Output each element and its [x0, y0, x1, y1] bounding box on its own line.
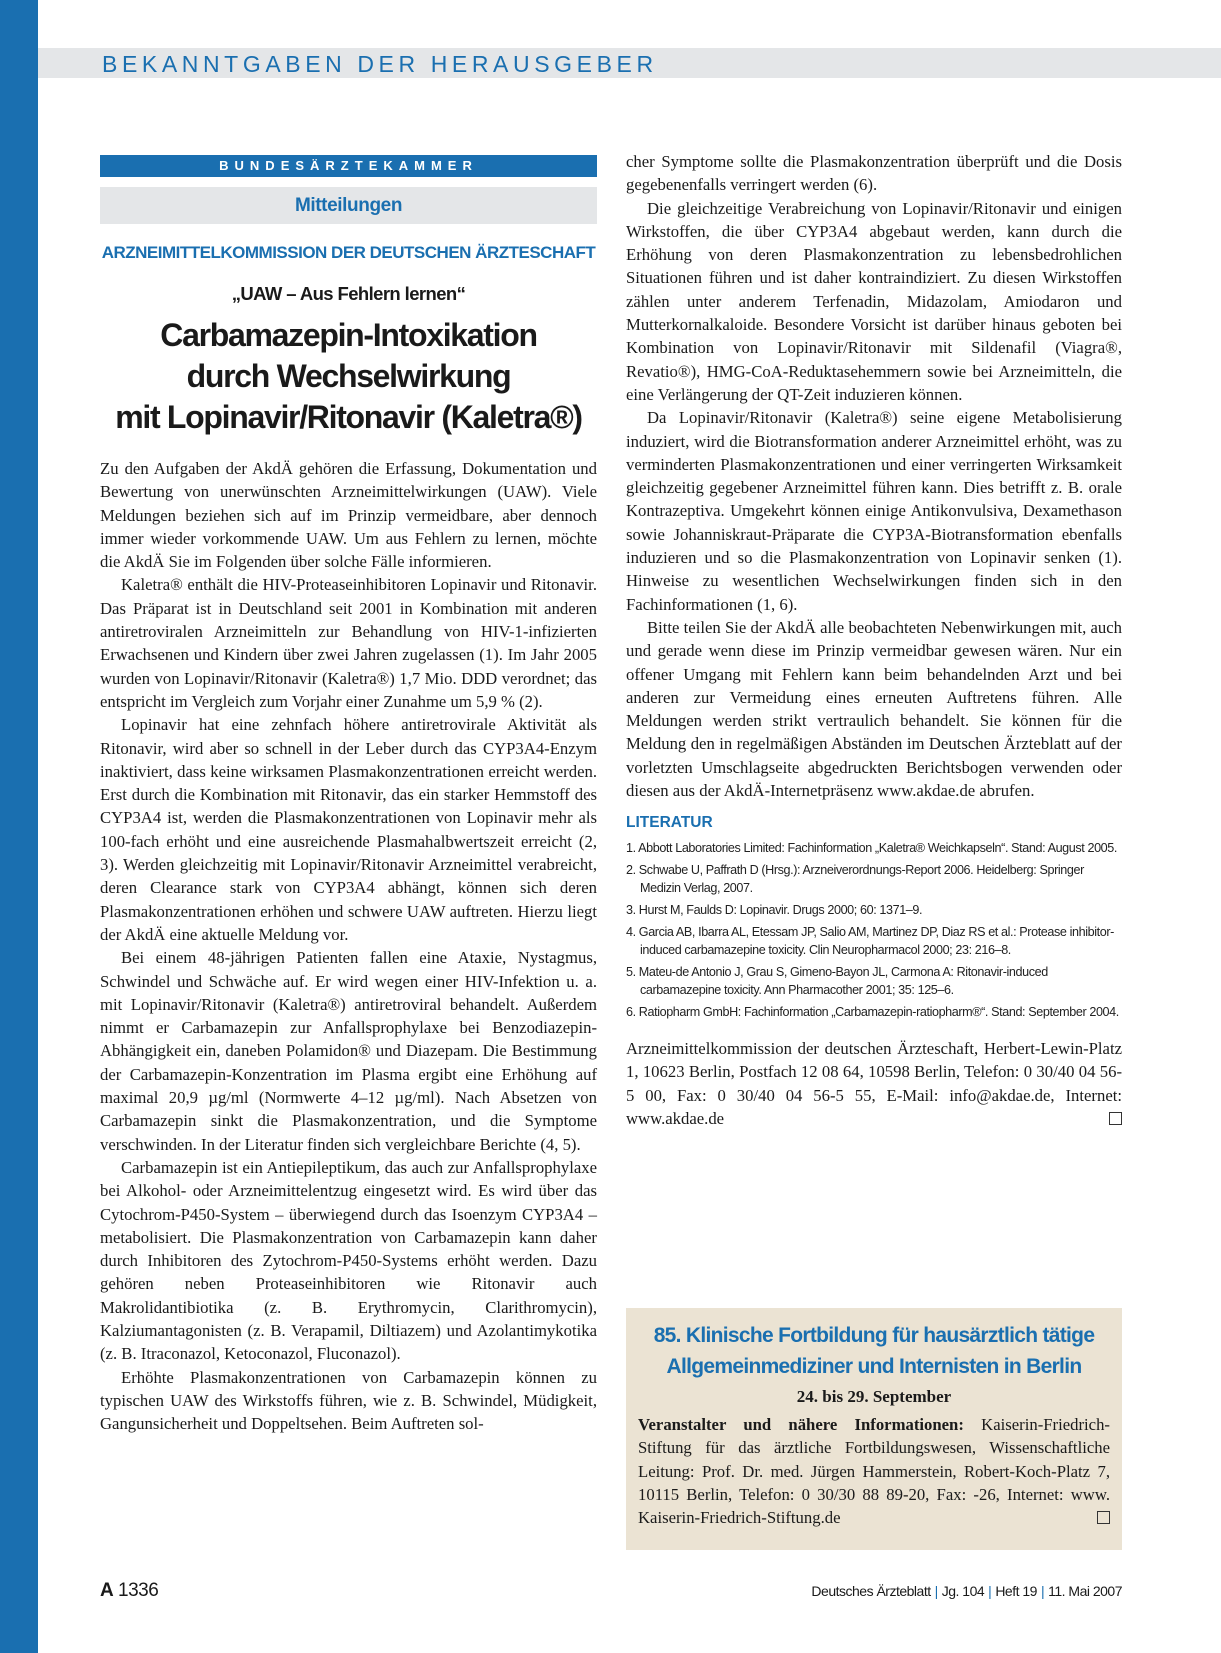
- paragraph: Lopinavir hat eine zehnfach höhere antiretrovirale Aktivität als Ritonavir, wird aber so schnell in der Leber durch das CYP3A4-Enzym inaktiviert, dass keine wirksamen Plasmakonzentrationen erreicht werden. Erst durch die Kombination mit Ritonavir, das ein starker Hemmstoff des CYP3A4 ist, werden die Plasmakonzentrationen von Lopinavir mehr als 100-fach erhöht und eine ausreichende Plasmahalbwertszeit erreicht (2, 3). Werden gleichzeitig mit Lopinavir/Ritonavir Arzneimittel verabreicht, deren Clearance stark von CYP3A4 abhängt, können sich deren Plasmakonzentrationen erhöhen und schwere UAW auftreten. Hierzu liegt der AkdÄ eine aktuelle Meldung vor.: [100, 715, 597, 944]
- paragraph: cher Symptome sollte die Plasmakonzentration überprüft und die Dosis gegebenenfalls verringert werden (6).: [626, 152, 1122, 195]
- literature-item: 5. Mateu-de Antonio J, Grau S, Gimeno-Bayon JL, Carmona A: Ritonavir-induced carbamazepine toxicity. Ann Pharmacother 2001; 35: 125–6.: [626, 964, 1048, 998]
- event-details: [638, 1413, 1110, 1529]
- contact-text: Arzneimittelkommission der deutschen Ärzteschaft, Herbert-Lewin-Platz 1, 10623 Berlin, Postfach 12 08 64, 10598 Berlin, Telefon: 0 30/40 04 56-5 00, Fax: 0 30/40 04 56-5 55, E-Mail: info@akdae.de, Internet: www.akdae.de: [626, 1039, 1122, 1128]
- journal-name: Deutsches Ärzteblatt: [811, 1583, 931, 1599]
- category-label: Mitteilungen: [100, 187, 597, 224]
- page-number: [100, 1580, 158, 1602]
- article-title-line-1: Carbamazepin-Intoxikation: [160, 317, 537, 353]
- series-title: „UAW – Aus Fehlern lernen“: [231, 283, 466, 304]
- article-body-right: [626, 150, 1122, 802]
- article-title: [100, 315, 597, 438]
- end-of-box-mark: [1097, 1511, 1110, 1524]
- right-column: [626, 150, 1122, 1130]
- literature-item: 1. Abbott Laboratories Limited: Fachinformation „Kaletra® Weichkapseln“. Stand: August 2005.: [626, 841, 1117, 856]
- section-header: BEKANNTGABEN DER HERAUSGEBER: [102, 51, 658, 77]
- paragraph: Zu den Aufgaben der AkdÄ gehören die Erfassung, Dokumentation und Bewertung von unerwünschten Arzneimittelwirkungen (UAW). Viele Meldungen beziehen sich auf im Prinzip vermeidbare, aber dennoch immer wieder vorkommende UAW. Um aus Fehlern zu lernen, möchte die AkdÄ Sie im Folgenden über solche Fälle informieren.: [100, 459, 597, 572]
- publication-info: [811, 1583, 1122, 1599]
- volume: Jg. 104: [941, 1583, 985, 1599]
- event-title-line-2: Allgemeinmediziner und Internisten in Berlin: [666, 1355, 1082, 1378]
- page-prefix: A: [100, 1580, 114, 1601]
- commission-heading: ARZNEIMITTELKOMMISSION DER DEUTSCHEN ÄRZTESCHAFT: [101, 243, 596, 262]
- literature-item: 6. Ratiopharm GmbH: Fachinformation „Carbamazepin-ratiopharm®“. Stand: September 2004.: [626, 1004, 1119, 1019]
- event-dates: 24. bis 29. September: [796, 1387, 952, 1406]
- literature-heading: LITERATUR: [626, 814, 713, 832]
- issue-date: 11. Mai 2007: [1048, 1583, 1122, 1599]
- paragraph: Da Lopinavir/Ritonavir (Kaletra®) seine eigene Metabolisierung induziert, wird die Biotransformation anderer Arzneimittel erhöht, was zu verminderten Plasmakonzentrationen und einer verringerten Wirksamkeit gleichzeitig gegebener Arzneimittel führen kann. Dies betrifft z. B. orale Kontrazeptiva. Umgekehrt können einige Antikonvulsiva, Dexamethason sowie Johanniskraut-Präparate die CYP3A-Biotransformation ebenfalls induzieren und so die Plasmakonzentration von Lopinavir senken (1). Hinweise zu wesentlichen Wechselwirkungen finden sich in den Fachinformationen (1, 6).: [626, 408, 1122, 614]
- paragraph: Kaletra® enthält die HIV-Proteaseinhibitoren Lopinavir und Ritonavir. Das Präparat ist in Deutschland seit 2001 in Kombination mit anderen antiretroviralen Arzneimitteln zur Behandlung von HIV-1-infizierten Erwachsenen und Kindern über zwei Jahren zugelassen (1). Im Jahr 2005 wurden von Lopinavir/Ritonavir (Kaletra®) 1,7 Mio. DDD verordnet; das entspricht im Vergleich zum Vorjahr einer Zunahme um 5,9 % (2).: [100, 575, 597, 711]
- paragraph: Bitte teilen Sie der AkdÄ alle beobachteten Nebenwirkungen mit, auch und gerade wenn diese im Prinzip vermeidbar gewesen wären. Nur ein offener Umgang mit Fehlern kann beim behandelnden Arzt und bei anderen zur Vermeidung eines erneuten Auftretens führen. Alle Meldungen werden strikt vertraulich behandelt. Sie können für die Meldung den in regelmäßigen Abständen im Deutschen Ärzteblatt auf der vorletzten Umschlagseite abgedruckten Berichtsbogen verwenden oder diesen aus der AkdÄ-Internetpräsenz www.akdae.de abrufen.: [626, 617, 1122, 801]
- literature-list: [626, 839, 1122, 1021]
- event-announcement-box: [626, 1308, 1122, 1550]
- separator: |: [934, 1583, 938, 1599]
- paragraph: Die gleichzeitige Verabreichung von Lopinavir/Ritonavir und einigen Wirkstoffen, die über CYP3A4 abgebaut werden, kann durch die Erhöhung von deren Plasmakonzentration zu lebensbedrohlichen Situationen führen und ist daher kontraindiziert. Zu diesen Wirkstoffen zählen unter anderem Terfenadin, Midazolam, Amiodaron und Mutterkornalkaloide. Besondere Vorsicht ist darüber hinaus geboten bei Kombination von Lopinavir/Ritonavir mit Sildenafil (Viagra®, Revatio®), HMG-CoA-Reduktasehemmern sowie bei Arzneimitteln, die eine Verlängerung der QT-Zeit induzieren können.: [626, 198, 1122, 404]
- paragraph: Erhöhte Plasmakonzentrationen von Carbamazepin können zu typischen UAW des Wirkstoffs führen, wie z. B. Schwindel, Müdigkeit, Gangunsicherheit und Doppeltsehen. Beim Auftreten sol-: [100, 1367, 597, 1434]
- left-column: [100, 155, 597, 1435]
- event-details-text: Kaiserin-Friedrich-Stiftung für das ärztliche Fortbildungswesen, Wissenschaftliche Leitung: Prof. Dr. med. Jürgen Hammerstein, Robert-Koch-Platz 7, 10115 Berlin, Telefon: 0 30/30 88 89-20, Fax: -26, Internet: www. Kaiserin-Friedrich-Stiftung.de: [638, 1415, 1110, 1528]
- organization-bar: BUNDESÄRZTEKAMMER: [100, 155, 597, 177]
- page-number-value: 1336: [118, 1580, 159, 1601]
- paragraph: Carbamazepin ist ein Antiepileptikum, das auch zur Anfallsprophylaxe bei Alkohol- oder Arzneimittelentzug eingesetzt wird. Es wird über das Cytochrom-P450-System – überwiegend durch das Isoenzym CYP3A4 – metabolisiert. Die Plasmakonzentration von Carbamazepin kann daher durch Inhibitoren des Zytochrom-P450-Systems erhöht werden. Dazu gehören neben Proteaseinhibitoren wie Ritonavir auch Makrolidantibiotika (z. B. Erythromycin, Clarithromycin), Kalziumantagonisten (z. B. Verapamil, Diltiazem) und Azolantimykotika (z. B. Itraconazol, Ketoconazol, Fluconazol).: [100, 1157, 597, 1364]
- left-accent-bar: [0, 0, 38, 1653]
- paragraph: Bei einem 48-jährigen Patienten fallen eine Ataxie, Nystagmus, Schwindel und Schwäche auf. Er wird wegen einer HIV-Infektion u. a. mit Lopinavir/Ritonavir (Kaletra®) antiretroviral behandelt. Außerdem nimmt er Carbamazepin zur Anfallsprophylaxe bei Benzodiazepin-Abhängigkeit ein, daneben Polamidon® und Diazepam. Die Bestimmung der Carbamazepin-Konzentration im Plasma ergibt eine Erhöhung auf maximal 20,9 µg/ml (Normwerte 4–12 µg/ml). Nach Absetzen von Carbamazepin sinkt die Plasmakonzentration, und die Symptome verschwinden. In der Literatur finden sich vergleichbare Berichte (4, 5).: [100, 948, 597, 1154]
- event-title-line-1: 85. Klinische Fortbildung für hausärztlich tätige: [653, 1324, 1095, 1347]
- literature-item: 4. Garcia AB, Ibarra AL, Etessam JP, Salio AM, Martinez DP, Diaz RS et al.: Protease inhibitor-induced carbamazepine toxicity. Clin Neuropharmacol 2000; 23: 216–8.: [626, 924, 1114, 958]
- article-title-line-2: durch Wechselwirkung: [186, 358, 511, 394]
- issue: Heft 19: [995, 1583, 1037, 1599]
- article-body-left: [100, 457, 597, 1435]
- separator: |: [988, 1583, 992, 1599]
- separator: |: [1040, 1583, 1045, 1599]
- event-title: [638, 1320, 1110, 1382]
- literature-item: 3. Hurst M, Faulds D: Lopinavir. Drugs 2000; 60: 1371–9.: [626, 903, 923, 918]
- end-of-article-mark: [1109, 1112, 1122, 1125]
- contact-block: [626, 1037, 1122, 1130]
- event-details-lead: Veranstalter und nähere Informationen:: [638, 1415, 964, 1434]
- literature-item: 2. Schwabe U, Paffrath D (Hrsg.): Arzneiverordnungs-Report 2006. Heidelberg: Springer Medizin Verlag, 2007.: [626, 863, 1084, 896]
- article-title-line-3: mit Lopinavir/Ritonavir (Kaletra®): [115, 399, 582, 435]
